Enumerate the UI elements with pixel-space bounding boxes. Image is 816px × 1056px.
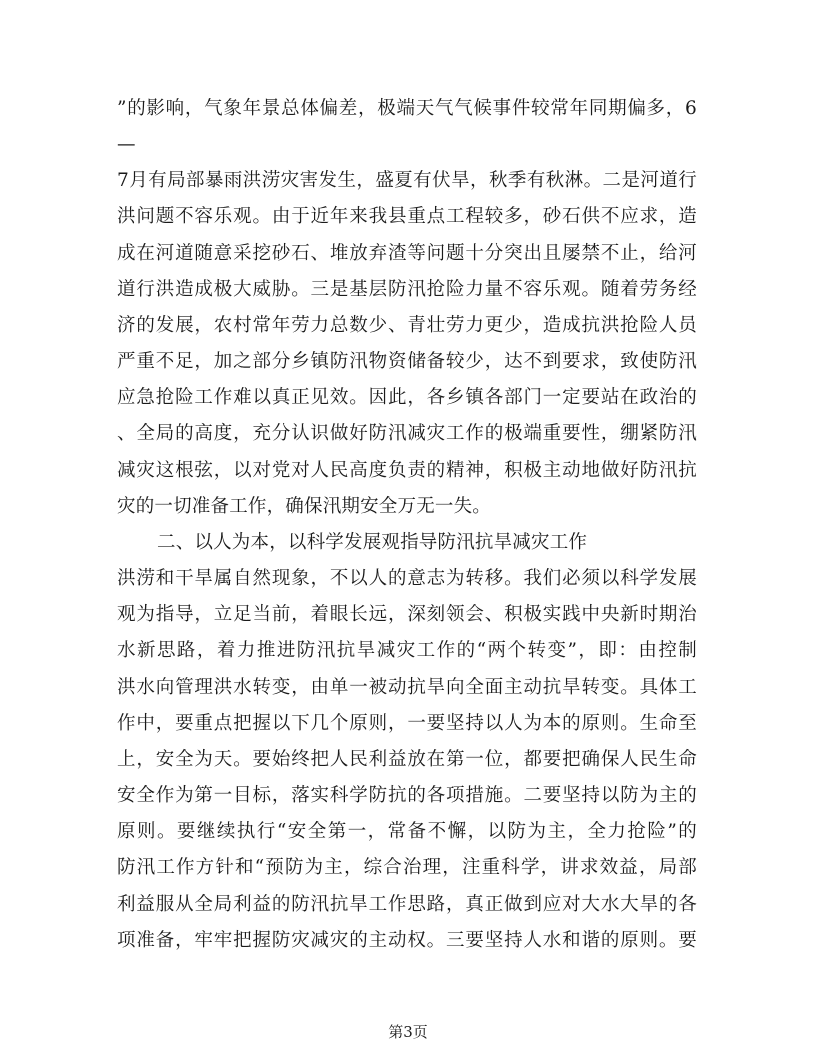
text-line-20: 安全作为第一目标，落实科学防抗的各项措施。二要坚持以防为主的	[117, 785, 697, 806]
text-line-17: 洪水向管理洪水转变，由单一被动抗旱向全面主动抗旱转变。具体工	[117, 677, 697, 698]
text-line-18: 作中，要重点把握以下几个原则，一要坚持以人为本的原则。生命至	[117, 713, 697, 734]
text-line-16: 水新思路，着力推进防汛抗旱减灾工作的“两个转变”，即：由控制	[117, 640, 697, 661]
text-line-9: 应急抢险工作难以真正见效。因此，各乡镇各部门一定要站在政治的	[117, 387, 697, 408]
text-line-5: 成在河道随意采挖砂石、堆放弃渣等问题十分突出且屡禁不止，给河	[117, 243, 697, 264]
section-heading: 二、以人为本，以科学发展观指导防汛抗旱减灾工作	[157, 532, 588, 553]
text-line-7: 济的发展，农村常年劳力总数少、青壮劳力更少，造成抗洪抢险人员	[117, 315, 697, 336]
text-line-10: 、全局的高度，充分认识做好防汛减灾工作的极端重要性，绷紧防汛	[117, 423, 697, 444]
page-number: 第3页	[388, 1023, 428, 1041]
text-line-6: 道行洪造成极大威胁。三是基层防汛抢险力量不容乐观。随着劳务经	[117, 279, 697, 300]
text-line-14: 洪涝和干旱属自然现象，不以人的意志为转移。我们必须以科学发展	[117, 568, 697, 589]
text-line-24: 项准备，牢牢把握防灾减灾的主动权。三要坚持人水和谐的原则。要	[117, 930, 697, 951]
text-line-11: 减灾这根弦，以对党对人民高度负责的精神，积极主动地做好防汛抗	[117, 460, 697, 481]
text-line-19: 上，安全为天。要始终把人民利益放在第一位，都要把确保人民生命	[117, 749, 697, 770]
text-line-3: 7月有局部暴雨洪涝灾害发生，盛夏有伏旱，秋季有秋淋。二是河道行	[117, 170, 697, 191]
text-line-22: 防汛工作方针和“预防为主，综合治理，注重科学，讲求效益，局部	[117, 857, 697, 878]
text-line-23: 利益服从全局利益的防汛抗旱工作思路，真正做到应对大水大旱的各	[117, 894, 697, 915]
text-line-4: 洪问题不容乐观。由于近年来我县重点工程较多，砂石供不应求，造	[117, 206, 697, 227]
text-line-15: 观为指导，立足当前，着眼长远，深刻领会、积极实践中央新时期治	[117, 604, 697, 625]
text-line-12: 灾的一切准备工作，确保汛期安全万无一失。	[117, 496, 492, 517]
text-line-8: 严重不足，加之部分乡镇防汛物资储备较少，达不到要求，致使防汛	[117, 351, 697, 372]
text-line-1: ”的影响，气象年景总体偏差，极端天气气候事件较常年同期偏多，6	[117, 98, 697, 119]
text-line-21: 原则。要继续执行“安全第一，常备不懈，以防为主，全力抢险”的	[117, 821, 697, 842]
text-line-2: —	[117, 134, 136, 155]
